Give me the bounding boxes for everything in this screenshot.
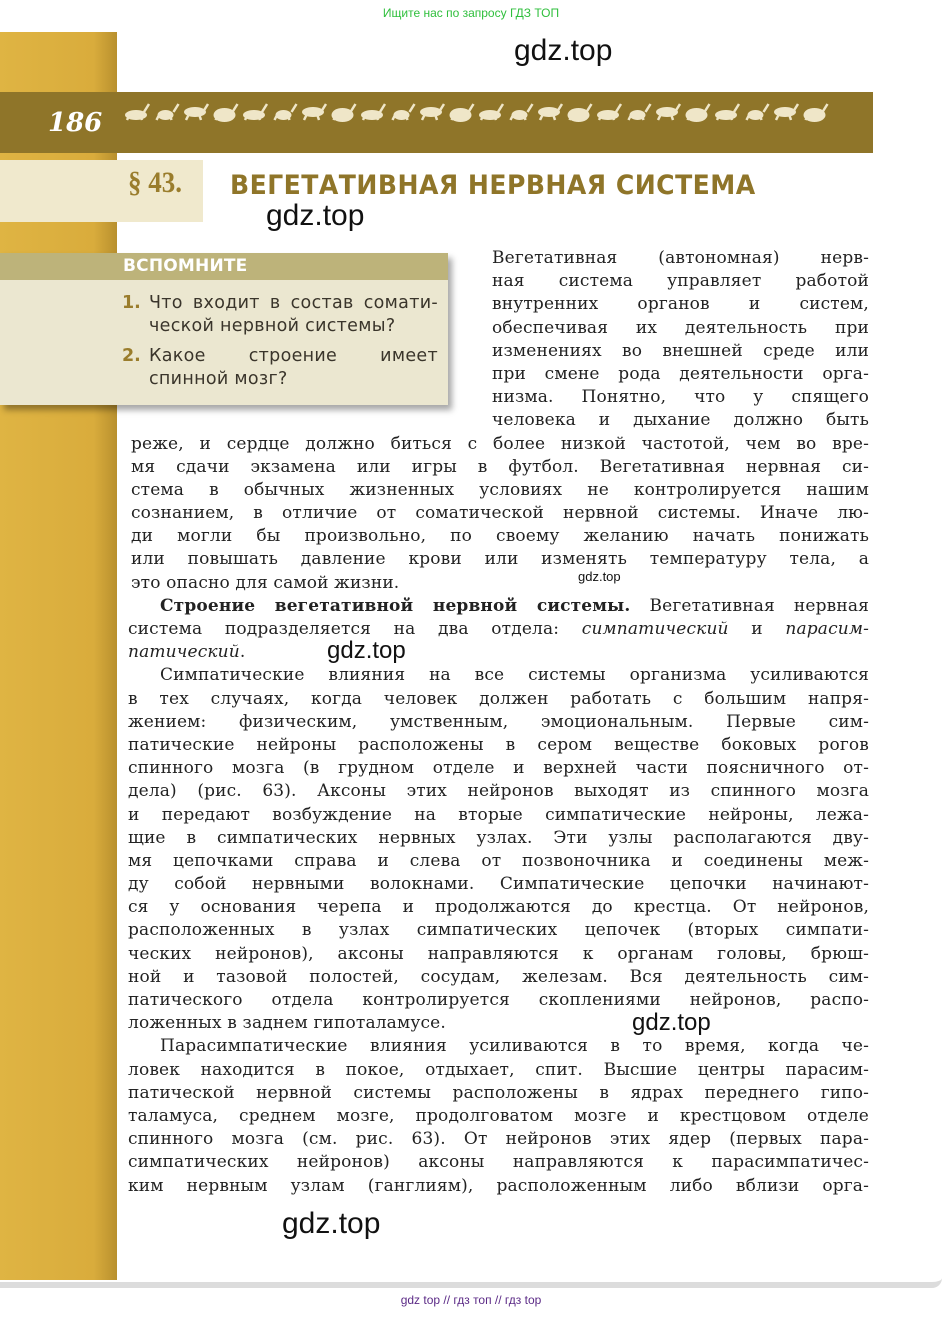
question-text: Что входит в состав сомати-ческой нервной системы? — [149, 293, 438, 336]
animal-silhouette-icon — [184, 104, 208, 120]
watermark: gdz.top — [514, 34, 613, 67]
text-line — [160, 595, 869, 618]
text-fragment: система подразделяется на два отдела: — [128, 619, 560, 639]
animal-silhouette-icon — [629, 104, 651, 120]
text-line: при смене рода деятельности орга- — [492, 363, 869, 384]
animal-silhouette-icon — [597, 104, 621, 120]
animal-silhouette-icon — [420, 104, 444, 120]
animal-silhouettes-decoration — [124, 100, 844, 130]
watermark: gdz.top — [632, 1009, 711, 1036]
text-line: ди могли бы произвольно, по своему желанию начать понижать — [131, 526, 869, 547]
text-line: ся у основания черепа и продолжаются до крестца. От нейронов, — [128, 897, 869, 918]
text-line: внутренних органов и систем, — [492, 294, 869, 315]
text-line — [128, 641, 869, 664]
text-line: патического отдела контролируется скоплениями нейронов, распо- — [128, 990, 869, 1010]
term-parasympathetic: патический — [128, 642, 240, 663]
animal-silhouette-icon — [393, 104, 415, 120]
animal-silhouette-icon — [747, 104, 769, 120]
text-line: жением: физическим, умственным, эмоциональным. Первые сим- — [128, 711, 869, 732]
text-line: или повышать давление крови или изменять температуру тела, а — [131, 549, 869, 570]
section-title: ВЕГЕТАТИВНАЯ НЕРВНАЯ СИСТЕМА — [230, 170, 756, 201]
text-line: человека и дыхание должно быть — [492, 410, 869, 431]
watermark: gdz.top — [282, 1207, 381, 1240]
animal-silhouette-icon — [804, 104, 828, 122]
paragraph-intro-right — [0, 247, 942, 433]
body-text — [0, 247, 942, 1198]
animal-silhouette-icon — [511, 104, 533, 120]
paragraph-intro — [0, 433, 942, 595]
animal-silhouette-icon — [332, 104, 356, 122]
text-line: ду собой нервными волокнами. Симпатические цепочки начинают- — [128, 874, 869, 895]
animal-silhouette-icon — [302, 104, 326, 120]
text-line: ложенных в заднем гипоталамусе. — [128, 1013, 446, 1034]
paragraph-parasympathetic — [0, 1035, 942, 1197]
text-line: обеспечивая их деятельность при — [492, 317, 869, 338]
animal-silhouette-icon — [157, 104, 179, 120]
text-line: низма. Понятно, что у спящего — [492, 387, 869, 408]
animal-silhouette-icon — [686, 104, 710, 122]
term-sympathetic: симпатический — [581, 619, 729, 639]
question-text: Какое строение имеет спинной мозг? — [149, 346, 438, 389]
text-line: Парасимпатические влияния усиливаются в то время, когда че- — [160, 1036, 869, 1057]
text-line: ловек находится в покое, отдыхает, спит. Высшие центры парасим- — [128, 1059, 869, 1080]
watermark: gdz.top — [578, 569, 621, 584]
text-line: симпатических нейронов) аксоны направляются к парасимпатичес- — [128, 1152, 869, 1173]
question-number: 1. — [122, 293, 141, 313]
text-line: таламуса, среднем мозге, продолговатом мозге и крестцовом отделе — [128, 1105, 869, 1126]
text-line: ким нервным узлам (ганглиям), расположенным либо вблизи орга- — [128, 1175, 869, 1196]
text-line: ной и тазовой полостей, сосудам, железам. Вся деятельность сим- — [128, 966, 869, 987]
text-line: дела) (рис. 63). Аксоны этих нейронов выходят из спинного мозга — [128, 781, 869, 802]
page-number: 186 — [48, 108, 103, 138]
text-line: реже, и сердце должно биться с более низкой частотой, чем во вре- — [131, 433, 869, 454]
animal-silhouette-icon — [568, 104, 592, 122]
animal-silhouette-icon — [450, 104, 474, 122]
text-fragment: . — [239, 642, 246, 663]
watermark: gdz.top — [266, 199, 365, 232]
text-fragment: Вегетативная нервная — [649, 595, 869, 616]
text-line: и передают возбуждение на вторые симпатические нейроны, лежа- — [128, 804, 869, 825]
footer-links[interactable]: gdz top // гдз топ // гдз top — [400, 1293, 542, 1307]
text-line: сознанием, в отличие от соматической нервной системы. Иначе лю- — [131, 503, 869, 524]
text-line: ческих нейронов), аксоны направляются к органам головы, брюш- — [128, 943, 869, 964]
search-banner[interactable]: Ищите нас по запросу ГДЗ ТОП — [382, 6, 560, 20]
animal-silhouette-icon — [243, 104, 267, 120]
text-line: расположенных в узлах симпатических цепочек (вторых симпати- — [128, 920, 869, 941]
text-line: Симпатические влияния на все системы организма усиливаются — [160, 665, 869, 686]
animal-silhouette-icon — [715, 104, 739, 120]
watermark: gdz.top — [327, 637, 406, 664]
animal-silhouette-icon — [538, 104, 562, 120]
text-line: Вегетативная (автономная) нерв- — [492, 248, 869, 268]
text-line: мя сдачи экзамена или игры в футбол. Вегетативная нервная си- — [131, 456, 869, 477]
animal-silhouette-icon — [656, 104, 680, 120]
text-line: щие в симпатических нервных узлах. Эти узлы располагаются дву- — [128, 827, 869, 848]
animal-silhouette-icon — [275, 104, 297, 120]
text-line: патической нервной системы расположены в ядрах переднего гипо- — [128, 1082, 869, 1103]
section-number: § 43. — [128, 166, 182, 199]
text-line: ная система управляет работой — [492, 271, 869, 292]
animal-silhouette-icon — [774, 104, 798, 120]
question-number: 2. — [122, 346, 141, 366]
animal-silhouette-icon — [479, 104, 503, 120]
remember-box-title: ВСПОМНИТЕ — [123, 256, 248, 276]
text-line: патические нейроны расположены в сером веществе боковых рогов — [128, 734, 869, 755]
animal-silhouette-icon — [361, 104, 385, 120]
text-line: мя цепочками справа и слева от позвоночника и соединены меж- — [128, 850, 869, 871]
text-line: спинного мозга (в грудном отделе и верхней части поясничного от- — [128, 758, 869, 779]
term-parasympathetic: парасим- — [785, 619, 870, 639]
text-line: это опасно для самой жизни. — [131, 572, 400, 593]
text-line — [128, 618, 869, 641]
paragraph-sympathetic — [0, 664, 942, 1035]
text-line: изменениях во внешней среде или — [492, 340, 869, 361]
text-fragment: и — [751, 619, 763, 639]
subheading: Строение вегетативной нервной системы. — [160, 595, 631, 616]
animal-silhouette-icon — [214, 104, 238, 122]
animal-silhouette-icon — [125, 104, 149, 120]
text-line: стема в обычных жизненных условиях не контролируется нашим — [131, 479, 869, 500]
text-line: в тех случаях, когда человек должен работать с большим напря- — [128, 688, 869, 709]
text-line: спинного мозга (см. рис. 63). От нейронов этих ядер (первых пара- — [128, 1129, 869, 1150]
paragraph-structure — [0, 595, 942, 665]
